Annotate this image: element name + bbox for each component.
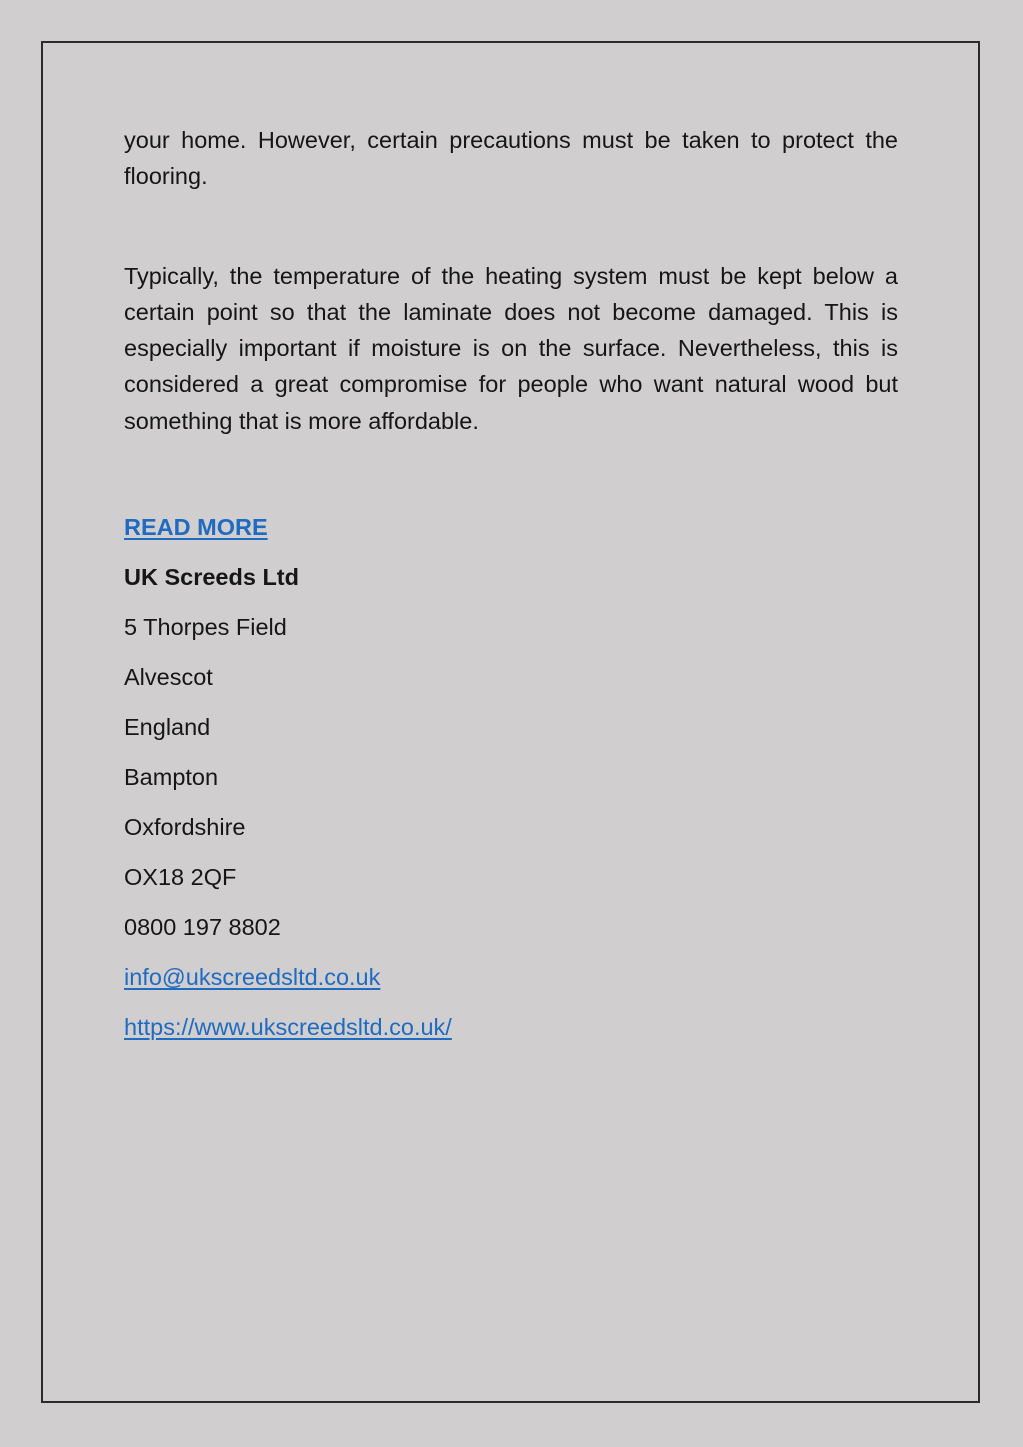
read-more-line: [124, 502, 898, 552]
address-country: England: [124, 714, 211, 741]
read-more-link[interactable]: READ MORE: [124, 514, 268, 541]
address-county: Oxfordshire: [124, 814, 246, 841]
website-line: [124, 1002, 898, 1052]
paragraph-temperature: Typically, the temperature of the heating system must be kept below a certain point so that the laminate does not become damaged. This is especially important if moisture is on the surface. Nevertheless, this is considered a great compromise for people who want natural wood but something that is more affordable.: [124, 262, 898, 434]
phone-number: 0800 197 8802: [124, 914, 281, 941]
document-body: [124, 122, 898, 1052]
email-link[interactable]: info@ukscreedsltd.co.uk: [124, 964, 381, 991]
address-village: Alvescot: [124, 664, 213, 691]
company-name: UK Screeds Ltd: [124, 564, 299, 591]
address-street: 5 Thorpes Field: [124, 614, 287, 641]
paragraph-intro: your home. However, certain precautions must be taken to protect the flooring.: [124, 127, 898, 190]
website-link[interactable]: https://www.ukscreedsltd.co.uk/: [124, 1014, 452, 1041]
address-postcode: OX18 2QF: [124, 864, 237, 891]
email-line: [124, 952, 898, 1002]
address-town: Bampton: [124, 764, 219, 791]
